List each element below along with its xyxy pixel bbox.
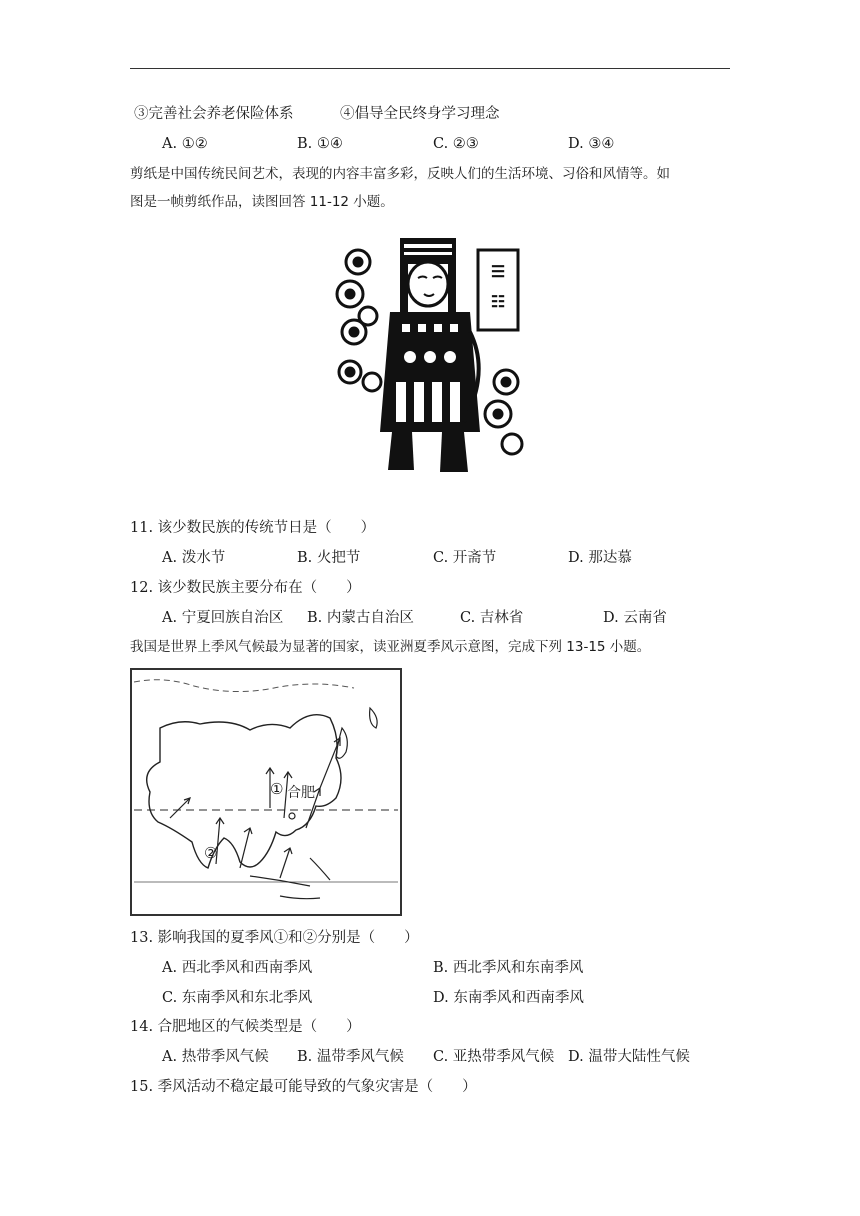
svg-text:☷: ☷ (490, 292, 506, 311)
question-14-stem: 14. 合肥地区的气候类型是（ ） (130, 1019, 361, 1035)
intro-paragraph-monsoon: 我国是世界上季风气候最为显著的国家，读亚洲夏季风示意图，完成下列 13-15 小题。 (130, 639, 651, 655)
q12-option-c[interactable]: C. 吉林省 (460, 610, 524, 626)
q12-option-a[interactable]: A. 宁夏回族自治区 (162, 610, 284, 626)
header-rule (130, 68, 730, 69)
svg-text:☰: ☰ (490, 262, 506, 281)
q11-option-a[interactable]: A. 泼水节 (162, 550, 226, 566)
prev-option-a: A. ①② (162, 136, 208, 152)
prev-option-c: C. ②③ (433, 136, 479, 152)
question-12-stem: 12. 该少数民族主要分布在（ ） (130, 580, 361, 596)
q13-option-d[interactable]: D. 东南季风和西南季风 (433, 990, 584, 1006)
prev-option-d: D. ③④ (568, 136, 615, 152)
q14-option-c[interactable]: C. 亚热带季风气候 (433, 1049, 555, 1065)
map-label-monsoon-1: ① (270, 780, 284, 798)
papercut-illustration (330, 232, 530, 488)
map-drawing (130, 668, 402, 916)
q12-option-b[interactable]: B. 内蒙古自治区 (307, 610, 414, 626)
papercut-image (330, 232, 530, 488)
question-11-stem: 11. 该少数民族的传统节日是（ ） (130, 520, 376, 536)
q11-option-b[interactable]: B. 火把节 (297, 550, 361, 566)
intro-paragraph-line-1: 剪纸是中国传统民间艺术，表现的内容丰富多彩，反映人们的生活环境、习俗和风情等。如 (130, 166, 670, 182)
asia-monsoon-map (130, 668, 402, 916)
q11-option-d[interactable]: D. 那达慕 (568, 550, 632, 566)
q13-option-a[interactable]: A. 西北季风和西南季风 (162, 960, 313, 976)
prev-item-4: ④倡导全民终身学习理念 (340, 106, 500, 122)
map-label-monsoon-2: ② (204, 844, 218, 862)
q14-option-d[interactable]: D. 温带大陆性气候 (568, 1049, 690, 1065)
intro-paragraph-line-2: 图是一帧剪纸作品，读图回答 11-12 小题。 (130, 194, 394, 210)
prev-item-3: ③完善社会养老保险体系 (134, 106, 294, 122)
q13-option-c[interactable]: C. 东南季风和东北季风 (162, 990, 313, 1006)
q11-option-c[interactable]: C. 开斋节 (433, 550, 497, 566)
question-15-stem: 15. 季风活动不稳定最可能导致的气象灾害是（ ） (130, 1079, 477, 1095)
q14-option-a[interactable]: A. 热带季风气候 (162, 1049, 269, 1065)
prev-option-b: B. ①④ (297, 136, 343, 152)
q12-option-d[interactable]: D. 云南省 (603, 610, 667, 626)
map-label-hefei: 合肥 (287, 785, 315, 801)
question-13-stem: 13. 影响我国的夏季风①和②分别是（ ） (130, 930, 419, 946)
q13-option-b[interactable]: B. 西北季风和东南季风 (433, 960, 584, 976)
q14-option-b[interactable]: B. 温带季风气候 (297, 1049, 404, 1065)
